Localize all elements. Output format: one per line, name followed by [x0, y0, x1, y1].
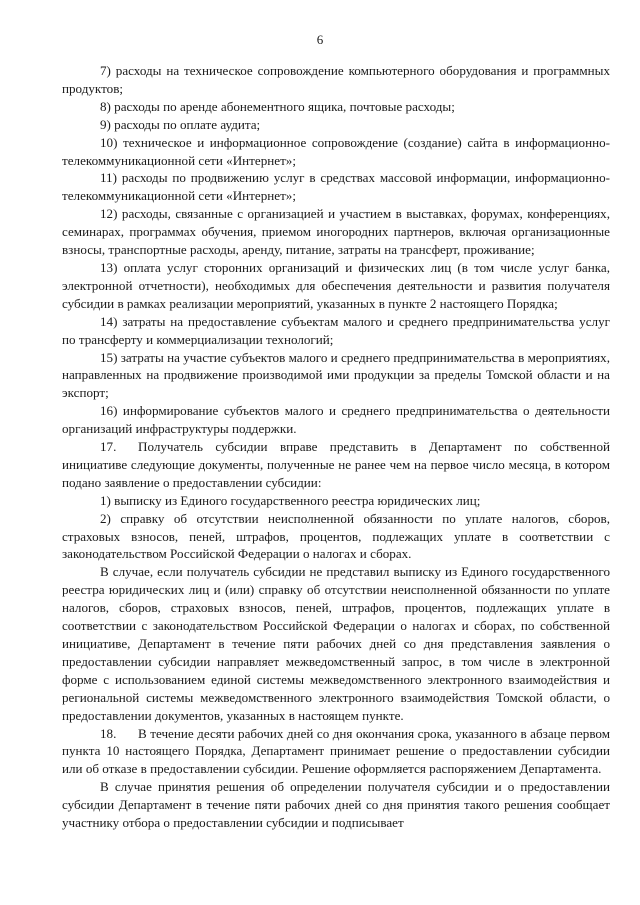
list-item-14: 14) затраты на предоставление субъектам малого и среднего предпринимательства услуг по трансферту и коммерциализации технологий; — [62, 313, 610, 347]
clause-18-paragraph: В случае принятия решения об определении получателя субсидии и о предоставлении субсидии Департамент в течение пяти рабочих дней со дня принятия такого решения сообщает участнику отбора о предоставлении субсидии и подписывает — [62, 779, 610, 831]
clause-18 — [62, 725, 610, 779]
clause-18-number: 18. — [100, 725, 117, 741]
clause-18-text: В течение десяти рабочих дней со дня окончания срока, указанного в абзаце первом пункта 10 настоящего Порядка, Департамент принимает решение о предоставлении субсидии или об отказе в предоставлении субсидии. Решение оформляется распоряжением Департамента. — [62, 725, 610, 777]
list-item-9: 9) расходы по оплате аудита; — [100, 116, 261, 132]
document-body — [62, 62, 610, 832]
clause-17-item-1: 1) выписку из Единого государственного реестра юридических лиц; — [100, 492, 481, 508]
list-item-15: 15) затраты на участие субъектов малого и среднего предпринимательства в мероприятиях, направленных на продвижение производимой ими продукции за пределы Томской области и на экспорт; — [62, 349, 610, 401]
list-item-8: 8) расходы по аренде абонементного ящика, почтовые расходы; — [100, 98, 455, 114]
clause-17-number: 17. — [100, 439, 117, 455]
list-item-10: 10) техническое и информационное сопровождение (создание) сайта в информационно-телекоммуникационной сети «Интернет»; — [62, 134, 610, 168]
clause-17-text: Получатель субсидии вправе представить в Департамент по собственной инициативе следующие документы, полученные не ранее чем на первое число месяца, в котором подано заявление о предоставлении субсидии: — [62, 439, 610, 490]
clause-17-paragraph: В случае, если получатель субсидии не представил выписку из Единого государственного реестра юридических лиц и (или) справку об отсутствии неисполненной обязанности по уплате налогов, сборов, страховых взносов, пеней, штрафов, процентов, подлежащих уплате в соответствии с законодательством Российской Федерации о налогах и сборах, по собственной инициативе, Департамент в течение пяти рабочих дней со дня представления заявления о предоставлении субсидии направляет межведомственный запрос, в том числе в электронной форме с использованием единой системы межведомственного электронного взаимодействия и региональной системы межведомственного электронного взаимодействия Томской области, о предоставлении документов, указанных в настоящем пункте. — [62, 564, 610, 723]
list-item-13: 13) оплата услуг сторонних организаций и физических лиц (в том числе услуг банка, электронной отчетности), необходимых для обеспечения деятельности и развития получателя субсидии в рамках реализации мероприятий, указанных в пункте 2 настоящего Порядка; — [62, 259, 610, 311]
list-item-16: 16) информирование субъектов малого и среднего предпринимательства о деятельности организаций инфраструктуры поддержки. — [62, 403, 610, 437]
clause-17 — [62, 438, 610, 492]
list-item-7: 7) расходы на техническое сопровождение компьютерного оборудования и программных продуктов; — [62, 63, 610, 96]
clause-17-item-2: 2) справку об отсутствии неисполненной обязанности по уплате налогов, сборов, страховых взносов, пеней, штрафов, процентов, подлежащих уплате в соответствии с законодательством Российской Федерации о налогах и сборах. — [62, 510, 610, 562]
page-number: 6 — [316, 32, 324, 47]
list-item-11: 11) расходы по продвижению услуг в средствах массовой информации, информационно-телекоммуникационной сети «Интернет»; — [62, 170, 610, 204]
list-item-12: 12) расходы, связанные с организацией и участием в выставках, форумах, конференциях, семинарах, программах обучения, приемом иногородних партнеров, включая организационные взносы, транспортные расходы, аренду, питание, затраты на трансферт, проживание; — [62, 206, 610, 258]
